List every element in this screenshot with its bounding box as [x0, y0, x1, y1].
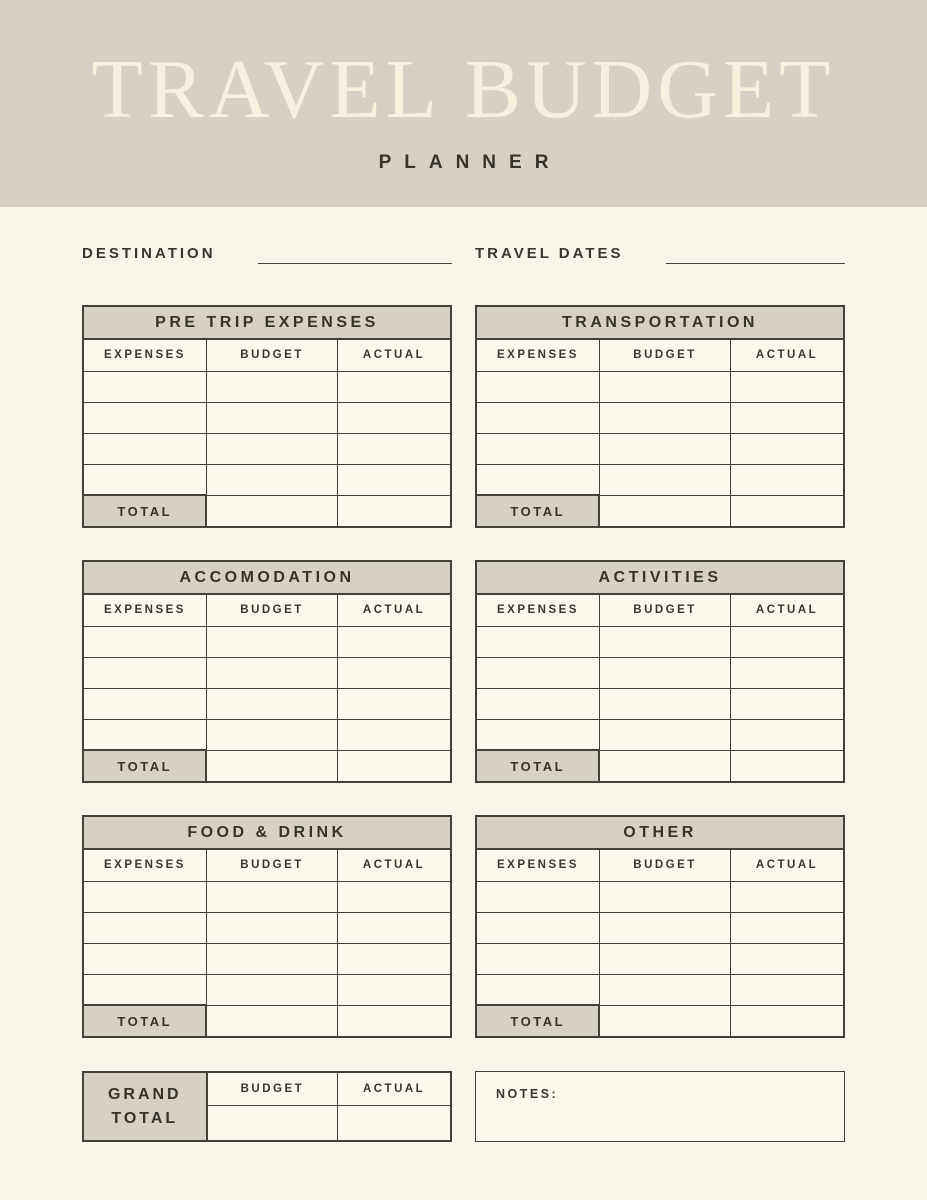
budget-cell[interactable] — [599, 657, 730, 688]
budget-cell[interactable] — [206, 433, 337, 464]
table-row — [476, 943, 844, 974]
total-budget-cell[interactable] — [206, 1005, 337, 1037]
notes-box[interactable] — [475, 1071, 845, 1142]
column-header-actual: ACTUAL — [731, 849, 844, 881]
expense-cell[interactable] — [476, 719, 599, 750]
total-row — [83, 495, 451, 527]
total-actual-cell[interactable] — [338, 750, 451, 782]
total-budget-cell[interactable] — [599, 1005, 730, 1037]
expense-cell[interactable] — [83, 657, 206, 688]
table-row — [83, 688, 451, 719]
expense-cell[interactable] — [476, 688, 599, 719]
total-actual-cell[interactable] — [731, 750, 844, 782]
table-row — [476, 626, 844, 657]
budget-cell[interactable] — [206, 719, 337, 750]
expense-cell[interactable] — [476, 402, 599, 433]
actual-cell[interactable] — [731, 626, 844, 657]
budget-cell[interactable] — [599, 943, 730, 974]
total-budget-cell[interactable] — [599, 495, 730, 527]
table-row — [83, 943, 451, 974]
travel-dates-input-line[interactable] — [666, 244, 845, 264]
section-title: FOOD & DRINK — [83, 816, 451, 849]
section-table-transportation — [475, 305, 845, 528]
budget-cell[interactable] — [206, 881, 337, 912]
fields-row — [82, 244, 845, 264]
section-table-food-drink — [82, 815, 452, 1038]
page-content — [0, 244, 927, 1142]
column-header-expenses: EXPENSES — [476, 849, 599, 881]
actual-cell[interactable] — [338, 371, 451, 402]
budget-cell[interactable] — [599, 912, 730, 943]
total-row — [83, 1005, 451, 1037]
expense-cell[interactable] — [83, 688, 206, 719]
actual-cell[interactable] — [731, 688, 844, 719]
table-row — [83, 464, 451, 495]
destination-field — [82, 244, 452, 264]
table-row — [476, 912, 844, 943]
grand-total-table — [82, 1071, 452, 1142]
table-row — [83, 881, 451, 912]
column-header-expenses: EXPENSES — [476, 594, 599, 626]
total-label: TOTAL — [476, 1005, 599, 1037]
column-header-actual: ACTUAL — [338, 1072, 451, 1105]
budget-cell[interactable] — [599, 433, 730, 464]
budget-cell[interactable] — [206, 626, 337, 657]
budget-cell[interactable] — [206, 371, 337, 402]
column-header-budget: BUDGET — [599, 339, 730, 371]
page-subtitle: PLANNER — [378, 151, 562, 173]
total-row — [83, 750, 451, 782]
budget-cell[interactable] — [206, 657, 337, 688]
expense-cell[interactable] — [83, 626, 206, 657]
expense-cell[interactable] — [83, 719, 206, 750]
expense-cell[interactable] — [476, 974, 599, 1005]
total-label: TOTAL — [83, 1005, 206, 1037]
expense-cell[interactable] — [476, 657, 599, 688]
table-row — [83, 974, 451, 1005]
actual-cell[interactable] — [338, 433, 451, 464]
actual-cell[interactable] — [731, 912, 844, 943]
expense-cell[interactable] — [83, 943, 206, 974]
expense-cell[interactable] — [476, 943, 599, 974]
table-row — [476, 371, 844, 402]
table-row — [83, 912, 451, 943]
budget-cell[interactable] — [599, 881, 730, 912]
column-header-expenses: EXPENSES — [83, 849, 206, 881]
actual-cell[interactable] — [731, 371, 844, 402]
expense-cell[interactable] — [476, 626, 599, 657]
table-row — [83, 719, 451, 750]
budget-cell[interactable] — [599, 626, 730, 657]
table-row — [83, 371, 451, 402]
section-title: TRANSPORTATION — [476, 306, 844, 339]
actual-cell[interactable] — [731, 657, 844, 688]
travel-dates-label: TRAVEL DATES — [475, 245, 624, 262]
expense-cell[interactable] — [476, 912, 599, 943]
page-title: TRAVEL BUDGET — [91, 42, 836, 136]
column-header-actual: ACTUAL — [338, 849, 451, 881]
budget-cell[interactable] — [599, 402, 730, 433]
column-header-expenses: EXPENSES — [476, 339, 599, 371]
total-label: TOTAL — [476, 750, 599, 782]
section-title: PRE TRIP EXPENSES — [83, 306, 451, 339]
budget-cell[interactable] — [206, 974, 337, 1005]
budget-cell[interactable] — [206, 943, 337, 974]
actual-cell[interactable] — [731, 402, 844, 433]
column-header-budget: BUDGET — [206, 849, 337, 881]
total-row — [476, 1005, 844, 1037]
notes-label: NOTES: — [496, 1087, 559, 1101]
total-actual-cell[interactable] — [338, 1005, 451, 1037]
actual-cell[interactable] — [731, 943, 844, 974]
expense-cell[interactable] — [83, 433, 206, 464]
table-row — [83, 657, 451, 688]
grand-budget-cell[interactable] — [207, 1105, 338, 1141]
grand-total-label: GRAND TOTAL — [83, 1072, 207, 1141]
budget-cell[interactable] — [599, 719, 730, 750]
column-header-expenses: EXPENSES — [83, 594, 206, 626]
section-title: ACTIVITIES — [476, 561, 844, 594]
budget-cell[interactable] — [206, 912, 337, 943]
expense-cell[interactable] — [83, 974, 206, 1005]
budget-cell[interactable] — [206, 402, 337, 433]
total-label: TOTAL — [83, 495, 206, 527]
actual-cell[interactable] — [338, 657, 451, 688]
table-row — [476, 657, 844, 688]
total-budget-cell[interactable] — [206, 750, 337, 782]
section-table-activities — [475, 560, 845, 783]
actual-cell[interactable] — [338, 912, 451, 943]
header-banner — [0, 0, 927, 207]
table-row — [476, 464, 844, 495]
table-row — [83, 433, 451, 464]
section-title: ACCOMODATION — [83, 561, 451, 594]
actual-cell[interactable] — [338, 688, 451, 719]
table-row — [476, 402, 844, 433]
table-row — [476, 433, 844, 464]
column-header-actual: ACTUAL — [338, 594, 451, 626]
column-header-budget: BUDGET — [206, 594, 337, 626]
column-header-budget: BUDGET — [206, 339, 337, 371]
expense-cell[interactable] — [83, 464, 206, 495]
budget-cell[interactable] — [206, 464, 337, 495]
total-budget-cell[interactable] — [206, 495, 337, 527]
total-budget-cell[interactable] — [599, 750, 730, 782]
table-row — [476, 881, 844, 912]
budget-cell[interactable] — [599, 464, 730, 495]
table-row — [476, 719, 844, 750]
column-header-actual: ACTUAL — [338, 339, 451, 371]
actual-cell[interactable] — [731, 464, 844, 495]
total-row — [476, 495, 844, 527]
travel-dates-field — [475, 244, 845, 264]
table-row — [83, 626, 451, 657]
section-table-other — [475, 815, 845, 1038]
expense-cell[interactable] — [476, 433, 599, 464]
actual-cell[interactable] — [338, 881, 451, 912]
total-label: TOTAL — [83, 750, 206, 782]
actual-cell[interactable] — [338, 626, 451, 657]
expense-cell[interactable] — [476, 371, 599, 402]
actual-cell[interactable] — [338, 719, 451, 750]
destination-input-line[interactable] — [258, 244, 452, 264]
expense-cell[interactable] — [83, 912, 206, 943]
destination-label: DESTINATION — [82, 245, 216, 262]
total-actual-cell[interactable] — [731, 1005, 844, 1037]
section-table-pre-trip-expenses — [82, 305, 452, 528]
table-row — [476, 688, 844, 719]
expense-cell[interactable] — [83, 402, 206, 433]
section-title: OTHER — [476, 816, 844, 849]
actual-cell[interactable] — [731, 433, 844, 464]
column-header-actual: ACTUAL — [731, 594, 844, 626]
actual-cell[interactable] — [731, 974, 844, 1005]
actual-cell[interactable] — [338, 974, 451, 1005]
grand-actual-cell[interactable] — [338, 1105, 451, 1141]
total-actual-cell[interactable] — [338, 495, 451, 527]
budget-cell[interactable] — [599, 974, 730, 1005]
total-actual-cell[interactable] — [731, 495, 844, 527]
expense-cell[interactable] — [83, 881, 206, 912]
expense-cell[interactable] — [476, 464, 599, 495]
budget-cell[interactable] — [599, 688, 730, 719]
bottom-row — [82, 1071, 845, 1142]
expense-cell[interactable] — [476, 881, 599, 912]
column-header-budget: BUDGET — [207, 1072, 338, 1105]
actual-cell[interactable] — [338, 402, 451, 433]
section-table-accomodation — [82, 560, 452, 783]
budget-cell[interactable] — [599, 371, 730, 402]
actual-cell[interactable] — [338, 464, 451, 495]
actual-cell[interactable] — [338, 943, 451, 974]
column-header-budget: BUDGET — [599, 594, 730, 626]
actual-cell[interactable] — [731, 719, 844, 750]
column-header-expenses: EXPENSES — [83, 339, 206, 371]
actual-cell[interactable] — [731, 881, 844, 912]
tables-grid — [82, 305, 845, 1038]
column-header-budget: BUDGET — [599, 849, 730, 881]
expense-cell[interactable] — [83, 371, 206, 402]
total-row — [476, 750, 844, 782]
table-row — [83, 402, 451, 433]
table-row — [476, 974, 844, 1005]
budget-cell[interactable] — [206, 688, 337, 719]
column-header-actual: ACTUAL — [731, 339, 844, 371]
total-label: TOTAL — [476, 495, 599, 527]
